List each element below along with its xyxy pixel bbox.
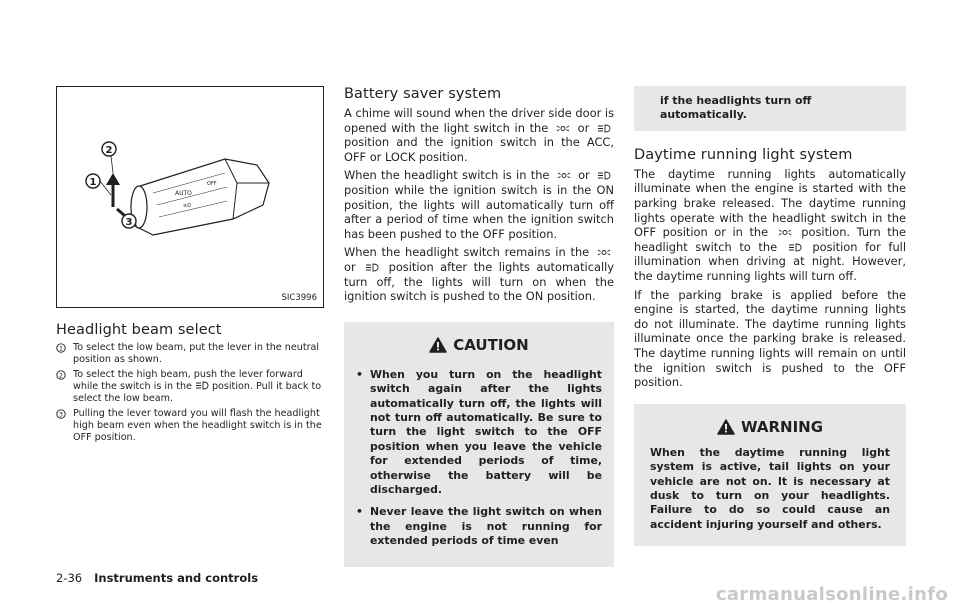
- caution-bullet-2-text: Never leave the light switch on when the engine is not running for extended periods of time even: [370, 505, 602, 548]
- parking-light-icon: [556, 124, 570, 133]
- svg-text:3: 3: [125, 217, 133, 228]
- alert-triangle-icon: [717, 419, 735, 435]
- caution-bullet-1: • When you turn on the headlight switch again after the lights automatically turn off, the lights will not turn off automatically. Be sure to turn the light switch to the OFF position when you leave the vehicle for extended periods of time, otherwise the battery will be discharged.: [356, 367, 602, 496]
- middle-column: [344, 86, 614, 567]
- battery-saver-paragraph-1: [344, 106, 614, 164]
- warning-box: [634, 404, 906, 546]
- caution-bullet-1-text: When you turn on the headlight switch again after the lights automatically turn off, the lights will not turn off automatically. Be sure to turn the light switch to the OFF position when you leave the vehicle for extended periods of time, otherwise the battery will be discharged.: [370, 367, 602, 496]
- battery-p2-b: position while the ignition switch is in the ON position, the lights will automatically turn off after a period of time when the ignition switch has been pushed to the OFF position.: [344, 182, 614, 241]
- battery-p2-a: When the headlight switch is in the: [344, 168, 550, 183]
- warning-title: [646, 412, 894, 444]
- page-number: 2-36: [56, 571, 83, 585]
- drl-p1-a: The daytime running lights automatically illuminate when the engine is started with the parking brake released. The daytime running lights operate with the headlight switch in the OFF position or in the: [634, 166, 906, 240]
- battery-p3-a: When the headlight switch remains in the: [344, 245, 590, 260]
- headlight-icon: [365, 263, 379, 272]
- caution-title-text: CAUTION: [453, 335, 529, 354]
- beam-step-3: [56, 408, 324, 444]
- caution-title: [356, 330, 602, 362]
- svg-text:AUTO: AUTO: [175, 190, 192, 197]
- circled-number-1-icon: [56, 343, 66, 353]
- caution-continuation: if the headlights turn off automatically.: [634, 86, 906, 131]
- beam-step-3-text: Pulling the lever toward you will flash the headlight high beam even when the headlight switch is in the OFF position.: [73, 408, 322, 443]
- page-footer: [56, 571, 258, 585]
- svg-text:2: 2: [58, 371, 64, 380]
- battery-saver-paragraph-3: [344, 245, 614, 303]
- battery-p1-or: or: [577, 120, 590, 135]
- battery-p3-or: or: [344, 259, 356, 274]
- drl-paragraph-2: If the parking brake is applied before the engine is started, the daytime running lights do not illuminate. The daytime running lights illuminate once the parking brake is released. The daytime running lights will remain on until the ignition switch is pushed to the OFF position.: [634, 287, 906, 390]
- battery-p3-b: position after the lights automatically turn off, the lights will turn on when the ignition switch is pushed to the ON position.: [344, 259, 615, 304]
- parking-light-icon: [597, 248, 611, 257]
- svg-text:1: 1: [89, 177, 97, 188]
- caution-box: [344, 322, 614, 567]
- parking-light-icon: [778, 228, 792, 237]
- circled-number-3-icon: [56, 409, 66, 419]
- headlight-icon: [195, 381, 209, 390]
- battery-p1-b: position and the ignition switch in the ACC, OFF or LOCK position.: [344, 135, 614, 164]
- caution-bullet-2: • Never leave the light switch on when the engine is not running for extended periods of time even: [356, 505, 602, 548]
- parking-light-icon: [557, 171, 571, 180]
- svg-text:≡D: ≡D: [183, 203, 192, 209]
- circled-number-2-icon: [56, 370, 66, 380]
- drl-paragraph-1: [634, 167, 906, 284]
- battery-saver-heading: Battery saver system: [344, 86, 502, 102]
- beam-step-1: [56, 342, 324, 366]
- warning-text: When the daytime running light system is active, tail lights on your vehicle are not on. It is necessary at dusk to turn on your headlights. Failure to do so could cause an accident injuring yourself and others.: [650, 445, 890, 531]
- headlight-icon: [788, 243, 802, 252]
- battery-p1-a: A chime will sound when the driver side door is opened with the light switch in the: [344, 106, 614, 135]
- beam-step-2-text-b: position. Pull it back to select the low beam.: [73, 381, 322, 404]
- battery-p2-or: or: [578, 168, 590, 183]
- svg-text:OFF: OFF: [207, 181, 217, 187]
- beam-step-2: [56, 369, 324, 405]
- drl-p1-c: position for full illumination when driving at night. However, the daytime running lights will turn off.: [634, 239, 906, 283]
- watermark: carmanualsonline.info: [715, 584, 948, 605]
- figure-id: SIC3996: [281, 293, 317, 303]
- headlight-icon: [597, 171, 611, 180]
- drl-p1-b: position. Turn the headlight switch to the: [634, 225, 906, 254]
- drl-heading: Daytime running light system: [634, 146, 853, 163]
- section-name: Instruments and controls: [94, 571, 259, 585]
- beam-steps: [56, 342, 324, 444]
- beam-step-1-text: To select the low beam, put the lever in the neutral position as shown.: [73, 342, 320, 365]
- battery-saver-paragraph-2: [344, 168, 614, 241]
- headlight-lever-figure: [56, 86, 324, 308]
- left-column: [56, 86, 324, 447]
- headlight-beam-heading: Headlight beam select: [56, 322, 222, 338]
- svg-text:1: 1: [58, 344, 64, 353]
- lever-illustration: [57, 87, 323, 307]
- warning-title-text: WARNING: [740, 417, 824, 436]
- callout-3: [122, 214, 136, 228]
- alert-triangle-icon: [429, 337, 447, 353]
- headlight-icon: [597, 124, 611, 133]
- svg-text:2: 2: [105, 145, 113, 156]
- callout-2: [102, 142, 116, 173]
- svg-text:3: 3: [58, 410, 64, 419]
- right-column: [634, 86, 906, 546]
- beam-step-2-text-a: To select the high beam, push the lever forward while the switch is in the: [73, 369, 303, 392]
